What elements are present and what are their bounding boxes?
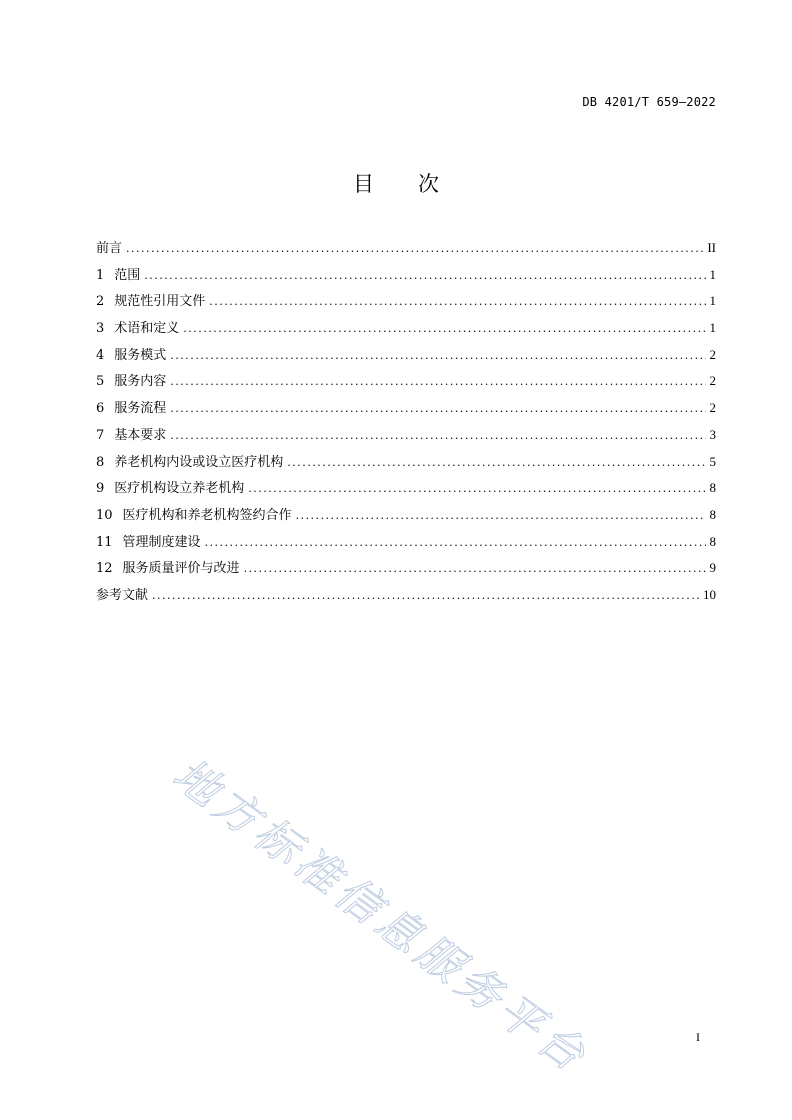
toc-leader-dots [287, 453, 705, 473]
toc-entry-label: 前言 [96, 241, 123, 256]
toc-title-char-1: 目 [353, 172, 374, 196]
toc-entry-label: 管理制度建设 [122, 534, 201, 550]
toc-title [0, 168, 792, 198]
toc-entry-6[interactable] [96, 398, 716, 425]
toc-leader-dots [205, 533, 706, 553]
toc-entry-11[interactable] [96, 532, 716, 559]
toc-entry-number: 1 [96, 267, 105, 283]
toc-entry-number: 9 [96, 481, 105, 497]
toc-leader-dots [183, 319, 705, 339]
toc-entry-3[interactable] [96, 318, 716, 345]
toc-entry-label: 服务内容 [114, 374, 167, 390]
toc-entry-number: 8 [96, 454, 105, 470]
document-code: DB 4201/T 659—2022 [582, 95, 716, 109]
toc-entry-8[interactable] [96, 452, 716, 479]
toc-entry-page: 3 [709, 426, 716, 442]
page-number: I [696, 1030, 700, 1044]
toc-leader-dots [248, 479, 705, 499]
toc-entry-label: 参考文献 [96, 587, 149, 603]
toc-entry-page: 8 [709, 533, 716, 549]
toc-leader-dots [244, 559, 706, 579]
toc-entry-9[interactable] [96, 478, 716, 505]
toc-entry-12[interactable] [96, 558, 716, 585]
toc-entry-page: 2 [709, 346, 716, 362]
toc-leader-dots [170, 346, 705, 366]
toc-entry-label: 养老机构内设或设立医疗机构 [114, 454, 284, 470]
toc-leader-dots [170, 399, 705, 419]
toc-entry-10[interactable] [96, 505, 716, 532]
toc-entry-number: 10 [96, 507, 113, 523]
toc-entry-label: 服务流程 [114, 401, 167, 417]
toc-entry-7[interactable] [96, 425, 716, 452]
toc-entry-number: 12 [96, 561, 113, 577]
toc-entry-label: 服务模式 [114, 347, 167, 363]
table-of-contents [96, 238, 716, 612]
toc-entry-page: 9 [709, 560, 716, 576]
toc-entry-page: 8 [709, 480, 716, 496]
toc-entry-page: 5 [709, 453, 716, 469]
toc-leader-dots [296, 506, 706, 526]
toc-entry-page: 1 [709, 266, 716, 282]
toc-entry-label: 医疗机构和养老机构签约合作 [122, 507, 292, 523]
toc-entry-1[interactable] [96, 265, 716, 292]
toc-entry-label: 基本要求 [114, 427, 167, 443]
toc-entry-number: 5 [96, 374, 105, 390]
toc-leader-dots [144, 266, 705, 286]
toc-title-char-2: 次 [418, 172, 439, 196]
toc-entry-page: 2 [709, 373, 716, 389]
toc-entry-label: 范围 [114, 267, 141, 283]
toc-leader-dots [209, 292, 705, 312]
toc-entry-number: 7 [96, 427, 105, 443]
toc-entry-page: 10 [703, 586, 716, 602]
toc-leader-dots [126, 239, 703, 259]
toc-entry-number: 3 [96, 321, 105, 337]
toc-entry-number: 6 [96, 401, 105, 417]
toc-entry-bibliography[interactable] [96, 585, 716, 612]
toc-entry-page: 2 [709, 400, 716, 416]
toc-entry-page: 1 [709, 320, 716, 336]
toc-entry-number: 11 [96, 534, 113, 550]
toc-entry-number: 4 [96, 347, 105, 363]
toc-entry-page: 1 [709, 293, 716, 309]
toc-entry-label: 规范性引用文件 [114, 294, 206, 310]
toc-entry-page: 8 [709, 506, 716, 522]
toc-entry-label: 服务质量评价与改进 [122, 561, 240, 577]
toc-entry-page: II [707, 240, 716, 255]
watermark: 地方标准信息服务平台 [163, 748, 599, 1085]
toc-entry-4[interactable] [96, 345, 716, 372]
toc-entry-foreword[interactable] [96, 238, 716, 265]
toc-leader-dots [152, 586, 699, 606]
toc-entry-5[interactable] [96, 371, 716, 398]
toc-leader-dots [170, 426, 705, 446]
toc-leader-dots [170, 372, 705, 392]
toc-entry-2[interactable] [96, 291, 716, 318]
toc-entry-label: 医疗机构设立养老机构 [114, 481, 245, 497]
toc-entry-label: 术语和定义 [114, 321, 180, 337]
toc-entry-number: 2 [96, 294, 105, 310]
